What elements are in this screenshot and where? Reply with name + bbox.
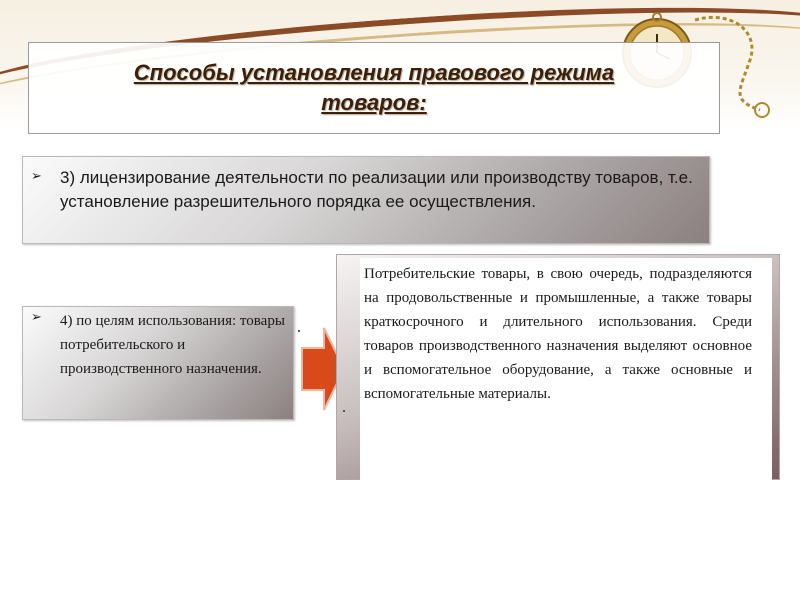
title-line-2: товаров: [321, 90, 427, 115]
bullet-arrow-icon: ➢ [31, 168, 42, 183]
bullet-arrow-icon: ➢ [31, 309, 42, 324]
decorative-dot [298, 330, 300, 332]
title-line-1: Способы установления правового режима [133, 60, 615, 85]
decorative-dot [343, 410, 345, 412]
point-3-text: 3) лицензирование деятельности по реализации или производству товаров, т.е. установление разрешительного порядка ее осуществления. [60, 168, 693, 211]
slide-title [28, 58, 720, 118]
explanation-text: Потребительские товары, в свою очередь, подразделяются на продовольственные и промышленные, а также товары краткосрочного и длительного использования. Среди товаров производственного назначения выделяют основное и вспомогательное оборудование, а также основные и вспомогательные материалы. [364, 266, 752, 402]
point-4-text: 4) по целям использования: товары потребительского и производственного назначения. [60, 313, 285, 377]
